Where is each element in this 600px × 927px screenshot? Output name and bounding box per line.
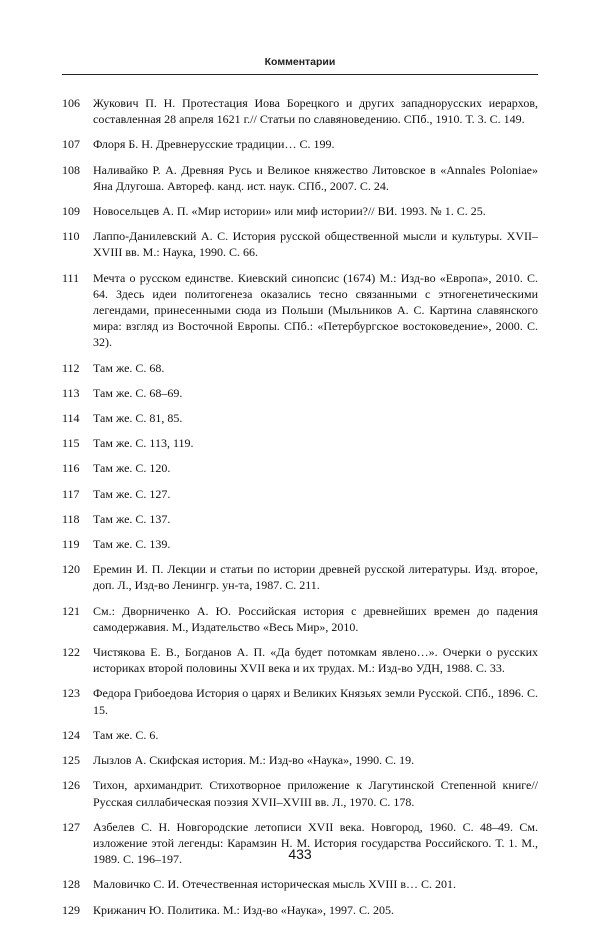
endnote-number: 127 <box>62 819 80 834</box>
endnote-number: 107 <box>62 137 80 152</box>
endnote-number: 114 <box>62 411 80 426</box>
endnote <box>62 511 538 527</box>
endnote-text: Крижанич Ю. Политика. М.: Изд-во «Наука», 1997. С. 205. <box>93 902 395 917</box>
endnote-text: Тихон, архимандрит. Стихотворное приложение к Лагутинской Степенной книге// Русская силлабическая поэзия XVII–XVIII вв. Л., 1970. С. 178. <box>93 778 538 809</box>
endnote <box>62 685 538 717</box>
endnote-number: 126 <box>62 778 80 793</box>
endnote-text: Лаппо-Данилевский А. С. История русской общественной мысли и культуры. XVII–XVIII вв. М.: Наука, 1990. С. 66. <box>93 229 538 260</box>
endnote-text: Там же. С. 81, 85. <box>93 411 183 426</box>
endnote-number: 106 <box>62 96 80 110</box>
endnote <box>62 603 538 635</box>
endnote-text: Чистякова Е. В., Богданов А. П. «Да будет потомкам явлено…». Очерки о русских историках второй половины XVII века и их трудах. М.: Изд-во УДН, 1988. С. 33. <box>93 645 538 676</box>
endnote-text: Мечта о русском единстве. Киевский синопсис (1674) М.: Изд-во «Европа», 2010. С. 64. Здесь идеи политогенеза оказались тесно связанными с этногенетическими легендами, принесенными сюда из Польши (Мыльников А. С. Картина славянского мира: взгляд из Восточной Европы. СПб.: «Петербургское востоковедение», 2000. С. 32). <box>93 270 538 350</box>
endnote <box>62 561 538 593</box>
endnote-text: Маловичко С. И. Отечественная историческая мысль XVIII в… С. 201. <box>93 877 457 892</box>
endnote-number: 108 <box>62 162 80 177</box>
endnote-text: Там же. С. 139. <box>93 537 171 552</box>
endnote <box>62 136 538 152</box>
endnote-number: 116 <box>62 461 80 476</box>
endnote-text: Флоря Б. Н. Древнерусские традиции… С. 199. <box>93 137 335 152</box>
endnote <box>62 876 538 892</box>
endnote-number: 123 <box>62 686 80 701</box>
endnote <box>62 435 538 451</box>
endnote <box>62 410 538 426</box>
endnote-number: 121 <box>62 603 80 618</box>
endnote-number: 111 <box>62 270 80 285</box>
endnote-text: Там же. С. 68–69. <box>93 385 183 400</box>
endnote <box>62 460 538 476</box>
endnote-text: Наливайко Р. А. Древняя Русь и Великое княжество Литовское в «Annales Poloniae» Яна Длугоша. Автореф. канд. ист. наук. СПб., 2007. С. 24. <box>93 162 538 193</box>
endnote-text: Лызлов А. Скифская история. М.: Изд-во «Наука», 1990. С. 19. <box>93 753 415 768</box>
endnote-number: 110 <box>62 229 80 244</box>
endnote-text: Новосельцев А. П. «Мир истории» или миф истории?// ВИ. 1993. № 1. С. 25. <box>93 204 486 219</box>
endnote-number: 128 <box>62 877 80 892</box>
endnote <box>62 360 538 376</box>
header-rule <box>62 74 538 75</box>
endnote-number: 113 <box>62 385 80 400</box>
endnote <box>62 536 538 552</box>
endnote <box>62 486 538 502</box>
endnote <box>62 162 538 194</box>
endnote-text: Там же. С. 137. <box>93 511 171 526</box>
endnote-text: Там же. С. 68. <box>93 360 165 375</box>
endnote-number: 112 <box>62 360 80 375</box>
endnote-number: 120 <box>62 562 80 577</box>
page-number: 433 <box>288 846 312 862</box>
endnote <box>62 752 538 768</box>
endnote-text: Там же. С. 6. <box>93 727 159 742</box>
endnote-number: 117 <box>62 486 80 501</box>
endnote-number: 118 <box>62 511 80 526</box>
endnote-number: 115 <box>62 436 80 451</box>
endnote-text: Федора Грибоедова История о царях и Великих Князьях земли Русской. СПб., 1896. С. 15. <box>93 686 538 717</box>
endnotes-list <box>62 95 538 927</box>
endnote <box>62 902 538 918</box>
endnote <box>62 385 538 401</box>
endnote-number: 122 <box>62 645 80 660</box>
endnote-text: Там же. С. 127. <box>93 486 171 501</box>
endnote-text: Жукович П. Н. Протестация Иова Борецкого и других западнорусских иерархов, составленная 28 апреля 1621 г.// Статьи по славяноведению. СПб., 1910. Т. 3. С. 149. <box>93 96 538 127</box>
endnote <box>62 777 538 809</box>
endnote-number: 109 <box>62 204 80 219</box>
endnote-number: 119 <box>62 537 80 552</box>
endnote-number: 124 <box>62 727 80 742</box>
endnote <box>62 203 538 219</box>
endnote-text: Азбелев С. Н. Новгородские летописи XVII века. Новгород, 1960. С. 48–49. См. изложение этой легенды: Карамзин Н. М. История государства Российского. Т. 1. М., 1989. С. 196–197. <box>93 819 538 867</box>
running-header: Комментарии <box>264 56 336 68</box>
endnote-number: 125 <box>62 753 80 768</box>
endnote-text: Там же. С. 113, 119. <box>93 436 194 451</box>
endnote-text: Там же. С. 120. <box>93 461 171 476</box>
endnote <box>62 270 538 351</box>
endnote-text: Еремин И. П. Лекции и статьи по истории древней русской литературы. Изд. второе, доп. Л., Изд-во Ленингр. ун-та, 1987. С. 211. <box>93 562 538 593</box>
endnote-number: 129 <box>62 902 80 917</box>
endnote <box>62 95 538 127</box>
endnote <box>62 644 538 676</box>
endnote <box>62 228 538 260</box>
endnote <box>62 727 538 743</box>
endnote-text: См.: Дворниченко А. Ю. Российская история с древнейших времен до падения самодержавия. М., Издательство «Весь Мир», 2010. <box>93 603 538 634</box>
